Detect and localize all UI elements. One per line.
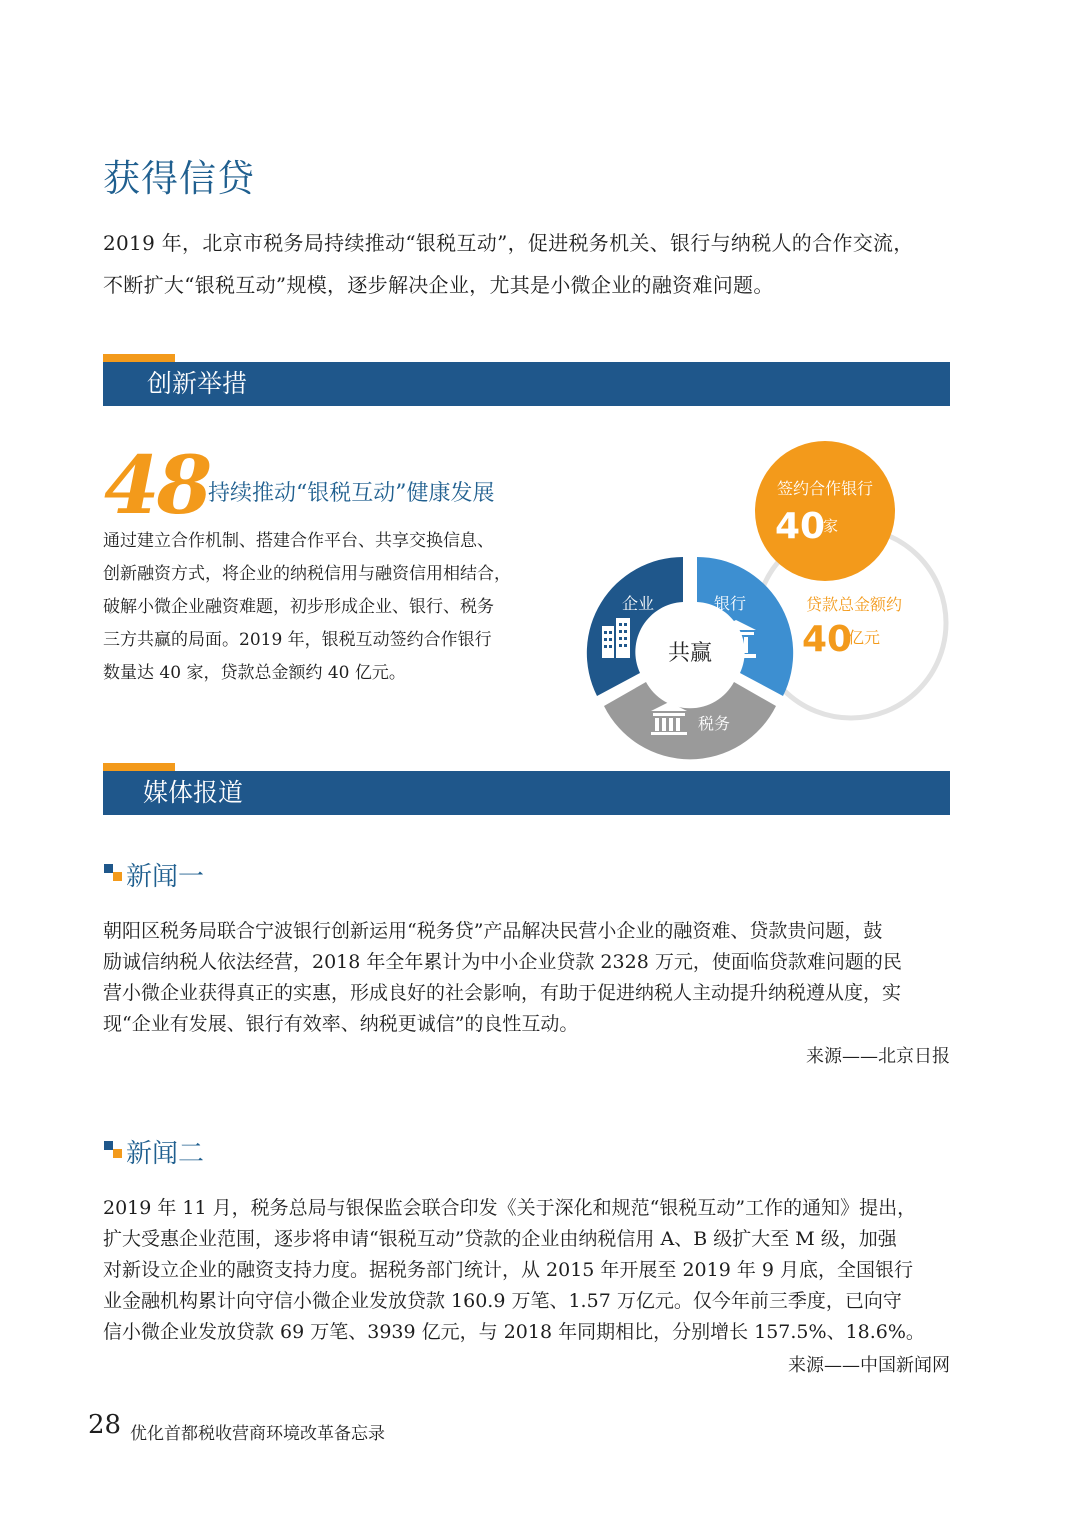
stat2-label: 贷款总金额约 (805, 595, 903, 614)
measure-title: 持续推动“银税互动”健康发展 (208, 481, 495, 506)
stat1-value: 40 (775, 506, 826, 547)
stat2-value: 40 (802, 619, 853, 660)
tax-label: 税务 (697, 714, 731, 733)
enterprise-label: 企业 (621, 594, 655, 613)
news-body (103, 916, 953, 1040)
intro-paragraph (103, 222, 953, 306)
measure-paragraph (103, 525, 543, 690)
stat1-label: 签约合作银行 (776, 479, 874, 498)
section-accent (103, 354, 175, 362)
measure-line: 三方共赢的局面。2019 年，银税互动签约合作银行 (103, 630, 492, 650)
bullet-square-icon (104, 864, 113, 873)
news-line: 营小微企业获得真正的实惠，形成良好的社会影响，有助于促进纳税人主动提升纳税遵从度，实 (103, 982, 902, 1004)
news-body (103, 1193, 953, 1348)
bullet-square-icon (113, 872, 122, 881)
news-line: 励诚信纳税人依法经营，2018 年全年累计为中小企业贷款 2328 万元，使面临贷款难问题的民 (103, 951, 902, 973)
news-line: 业金融机构累计向守信小微企业发放贷款 160.9 万笔、1.57 万亿元。仅今年前三季度，已向守 (103, 1290, 902, 1312)
section-title: 创新举措 (147, 369, 248, 398)
news-heading (104, 856, 204, 893)
news-line: 朝阳区税务局联合宁波银行创新运用“税务贷”产品解决民营小企业的融资难、贷款贵问题，鼓 (103, 920, 883, 942)
news-heading (104, 1133, 204, 1170)
section-bar-media (103, 771, 950, 815)
stat2-unit: 亿元 (848, 628, 881, 647)
news-line: 现“企业有发展、银行有效率、纳税更诚信”的良性互动。 (103, 1013, 579, 1035)
news-line: 2019 年 11 月，税务总局与银保监会联合印发《关于深化和规范“银税互动”工作的通知》提出， (103, 1197, 917, 1219)
measure-line: 破解小微企业融资难题，初步形成企业、银行、税务 (103, 597, 494, 617)
measure-line: 创新融资方式，将企业的纳税信用与融资信用相结合， (103, 564, 511, 584)
news-line: 对新设立企业的融资支持力度。据税务部门统计，从 2015 年开展至 2019 年 9 月底，全国银行 (103, 1259, 914, 1281)
news-title: 新闻一 (126, 862, 205, 892)
section-bar-innovation (103, 362, 950, 406)
news-line: 信小微企业发放贷款 69 万笔、3939 亿元，与 2018 年同期相比，分别增长 157.5%、18.6%。 (103, 1321, 925, 1343)
intro-line: 不断扩大“银税互动”规模，逐步解决企业，尤其是小微企业的融资难问题。 (103, 273, 774, 297)
measure-line: 数量达 40 家，贷款总金额约 40 亿元。 (103, 663, 406, 683)
news-line: 扩大受惠企业范围，逐步将申请“银税互动”贷款的企业由纳税信用 A、B 级扩大至 M 级，加强 (103, 1228, 897, 1250)
intro-line: 2019 年，北京市税务局持续推动“银税互动”，促进税务机关、银行与纳税人的合作交流， (103, 231, 914, 255)
measure-line: 通过建立合作机制、搭建合作平台、共享交换信息、 (103, 531, 494, 551)
page-title: 获得信贷 (103, 157, 255, 200)
stat1-unit: 家 (823, 517, 839, 535)
bullet-square-icon (113, 1149, 122, 1158)
win-win-diagram (580, 430, 960, 760)
section-title: 媒体报道 (143, 778, 244, 807)
news-source: 来源——北京日报 (806, 1046, 950, 1067)
page-number: 28 (88, 1410, 122, 1440)
center-label: 共赢 (667, 641, 713, 666)
bullet-square-icon (104, 1141, 113, 1150)
bank-label: 银行 (713, 594, 747, 613)
big-number: 48 (104, 438, 210, 532)
footer-title: 优化首都税收营商环境改革备忘录 (130, 1424, 385, 1444)
section-accent (103, 763, 175, 771)
news-title: 新闻二 (126, 1139, 205, 1169)
news-source: 来源——中国新闻网 (788, 1355, 950, 1376)
